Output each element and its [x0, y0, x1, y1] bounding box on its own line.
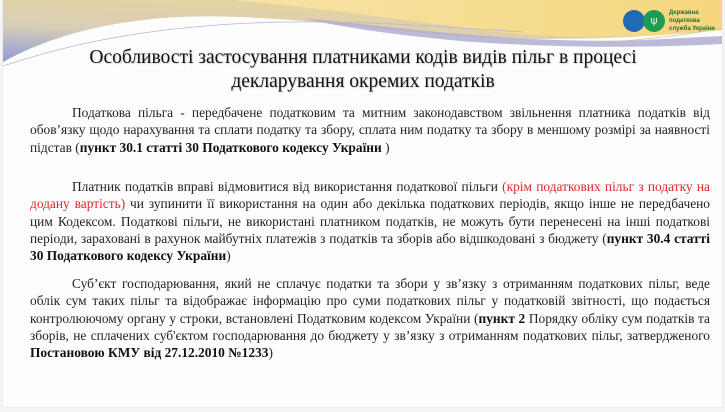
legal-reference: пункт 2: [478, 310, 526, 326]
paragraph-tax-benefit-definition: Податкова пільга - передбачене податковим та митним законодавством звільнення платника податків від обов’язку щодо нарахування та сплати податку та збору, сплата ним податку та збору в меншому розмірі за наявності підстав (пункт 30.1 статті 30 Податкового кодексу України ): [30, 105, 710, 155]
resolution-reference: Постановою КМУ від 27.12.2010 №1233: [30, 345, 269, 361]
trident-icon: ψ: [643, 10, 665, 32]
legal-reference: пункт 30.1 статті 30 Податкового кодексу України: [79, 139, 382, 155]
logo-text: Державна податкова служба України: [669, 10, 715, 32]
logo-blue-circle: [623, 10, 645, 32]
tax-service-logo: [623, 9, 722, 35]
paragraph-benefit-accounting: Суб’єкт господарювання, який не сплачує податки та збори у зв’язку з отриманням податкових пільг, веде облік сум таких пільг та відображає інформацію про суми податкових пільг у податковій звітності, що подається контролюючому органу у строки, встановлені Податковим кодексом України (пункт 2 Порядку обліку сум податків та зборів, не сплачених суб'єктом господарювання до бюджету у зв’язку з отриманням податкових пільг, затвердженого Постановою КМУ від 27.12.2010 №1233): [30, 276, 711, 361]
slide-title: [43, 46, 683, 94]
title-line-1: Особливості застосування платниками кодів видів пільг в процесі: [89, 47, 637, 68]
vat-exception-note: (крім податкових пільг з податку на додану вартість): [30, 179, 710, 212]
paragraph-refusal-of-benefit: Платник податків вправі відмовитися від використання податкової пільги (крім податкових пільг з податку на додану вартість) чи зупинити її використання на один або декілька податкових періодів, якщо інше не передбачено цим Кодексом. Податкові пільги, не використані платником податків, не можуть бути перенесені на інші податкові періоди, зараховані в рахунок майбутніх платежів з податків та зборів або відшкодовані з бюджету (пункт 30.4 статті 30 Податкового кодексу України): [30, 179, 711, 264]
legal-reference: пункт 30.4 статті 30 Податкового кодексу України: [30, 230, 710, 264]
slide: [3, 0, 722, 407]
title-line-2: декларування окремих податків: [231, 71, 495, 92]
